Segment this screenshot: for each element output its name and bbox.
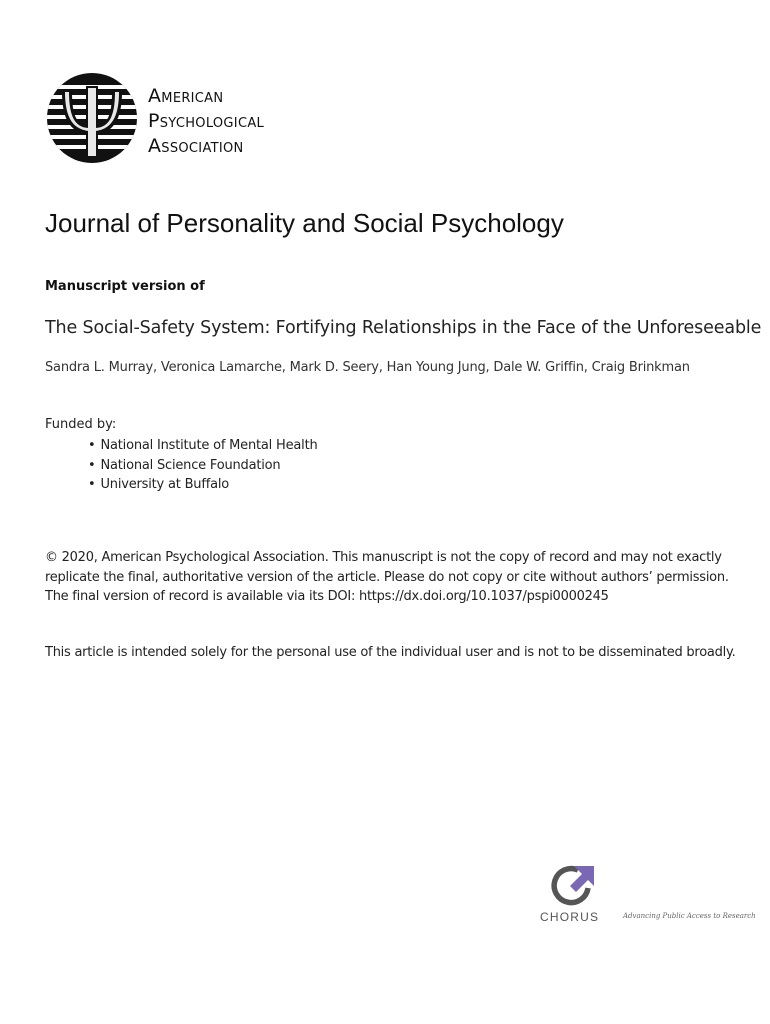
author-list: Sandra L. Murray, Veronica Lamarche, Mark D. Seery, Han Young Jung, Dale W. Griffin, Craig Brinkman <box>45 360 690 375</box>
copyright-line: © 2020, American Psychological Association. This manuscript is not the copy of record and may not exactly <box>45 550 722 565</box>
copyright-line: The final version of record is available via its DOI: https://dx.doi.org/10.1037/pspi0000245 <box>45 589 609 604</box>
usage-notice: This article is intended solely for the personal use of the individual user and is not to be disseminated broadly. <box>45 645 736 660</box>
apa-name-line: Psychological <box>148 110 265 132</box>
funder-item: • National Institute of Mental Health <box>88 436 318 456</box>
manuscript-label: Manuscript version of <box>45 279 205 294</box>
chorus-arrow-icon <box>548 862 596 908</box>
copyright-line: replicate the final, authoritative version of the article. Please do not copy or cite without authors’ permission. <box>45 569 729 585</box>
article-title: The Social-Safety System: Fortifying Relationships in the Face of the Unforeseeable <box>45 318 762 338</box>
funded-by-label: Funded by: <box>45 417 117 432</box>
journal-title: Journal of Personality and Social Psychology <box>45 208 564 238</box>
funder-item: • University at Buffalo <box>88 475 318 495</box>
apa-name-line: American <box>148 85 224 107</box>
chorus-logo <box>538 860 756 930</box>
apa-name-line: Association <box>148 135 244 157</box>
apa-psi-logo-icon <box>46 72 138 164</box>
funder-list <box>88 436 318 495</box>
apa-logo <box>46 72 306 168</box>
apa-wordmark <box>148 84 264 159</box>
copyright-statement <box>45 548 735 607</box>
chorus-tagline: Advancing Public Access to Research <box>623 912 756 920</box>
funder-item: • National Science Foundation <box>88 456 318 476</box>
chorus-name: CHORUS <box>540 910 600 924</box>
